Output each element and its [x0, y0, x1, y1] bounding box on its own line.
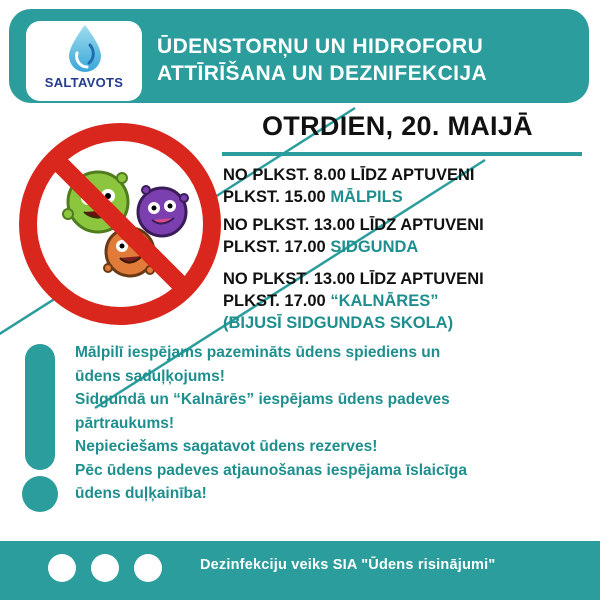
schedule-item [223, 214, 583, 258]
warning-line: ūdens saduļķojums! [75, 367, 225, 385]
footer-dot-icon [134, 554, 162, 582]
schedule-place-line [223, 290, 583, 312]
exclamation-icon [25, 344, 55, 470]
schedule-end-time: PLKST. 15.00 [223, 188, 331, 206]
schedule-item [223, 268, 583, 334]
footer-dot-icon [48, 554, 76, 582]
schedule-time-range: NO PLKST. 13.00 LĪDZ APTUVENI [223, 216, 484, 234]
page-title [157, 33, 587, 87]
schedule-time-range: NO PLKST. 8.00 LĪDZ APTUVENI [223, 166, 475, 184]
warning-line: Mālpilī iespējams pazemināts ūdens spiediens un [75, 344, 441, 361]
schedule-place-line [223, 236, 583, 258]
date-underline [222, 152, 582, 156]
warning-line: ūdens duļķainība! [75, 485, 207, 502]
warning-line: Sidgundā un “Kalnārēs” iespējams ūdens padeves [75, 391, 450, 408]
schedule-place-line [223, 186, 583, 208]
title-line-1: ŪDENSTORŅU UN HIDROFORU [157, 35, 484, 58]
schedule-end-time: PLKST. 17.00 [223, 238, 331, 256]
header-banner [9, 9, 589, 103]
warning-notice [75, 341, 575, 506]
schedule-time-range: NO PLKST. 13.00 LĪDZ APTUVENI [223, 270, 484, 288]
water-drop-logo-icon [63, 23, 107, 75]
warning-line: pārtraukums! [75, 414, 175, 432]
schedule-item [223, 164, 583, 208]
schedule-place-note: (BIJUSĪ SIDGUNDAS SKOLA) [223, 314, 454, 332]
exclamation-dot-icon [22, 476, 58, 512]
schedule-place: MĀLPILS [330, 188, 403, 206]
warning-line: Nepieciešams sagatavot ūdens rezerves! [75, 438, 378, 455]
logo [26, 21, 142, 101]
footer-dot-icon [91, 554, 119, 582]
logo-text: SALTAVOTS [44, 75, 124, 90]
schedule-list [223, 164, 583, 340]
date-heading: OTRDIEN, 20. MAIJĀ [262, 111, 533, 141]
schedule-place: SIDGUNDA [330, 238, 419, 256]
footer-text: Dezinfekciju veiks SIA "Ūdens risinājumi" [200, 557, 496, 573]
schedule-end-time: PLKST. 17.00 [223, 292, 331, 310]
no-germs-sign-icon [14, 118, 226, 330]
title-line-2: ATTĪRĪŠANA UN DEZNIFEKCIJA [157, 62, 488, 85]
schedule-place: “KALNĀRES” [330, 292, 439, 310]
warning-line: Pēc ūdens padeves atjaunošanas iespējama īslaicīga [75, 461, 467, 479]
